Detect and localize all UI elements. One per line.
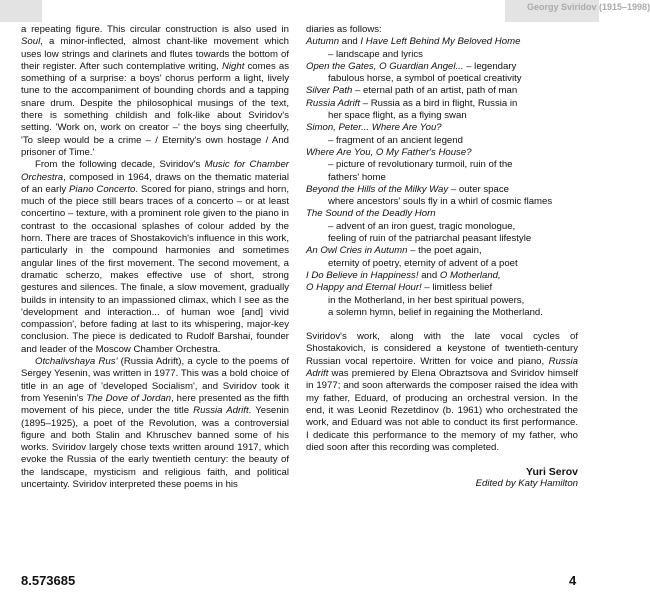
text-run: – outer space [448, 183, 509, 195]
poem-line [306, 184, 578, 196]
poem-line [306, 196, 578, 208]
text-run: eternity of poetry, eternity of advent of a poet [328, 257, 518, 269]
text-run: comes as something of a surprise: a boys' chorus perform a light, lively tune to the accompaniment of bounding chords and a tapping snare drum. Despite the philosophical musings of the text, there is something childish and folk-like about Sviridov's setting. 'Work on, work on creator –' the boys sing cheerfully, 'To sleep would be a crime – / Eternity's own hostage / And prisoner of Time.' [21, 60, 289, 158]
left-column [21, 24, 289, 491]
poem-line [306, 36, 578, 48]
text-run: , here presented as the fifth movement of his piece, under the title [21, 392, 289, 417]
poem-line [306, 135, 578, 147]
poem-line [306, 282, 578, 294]
poem-line [306, 307, 578, 319]
poem-line [306, 122, 578, 134]
text-run: fathers' home [328, 171, 386, 183]
body-paragraph [21, 159, 289, 356]
italic-title: I Do Believe in Happiness! [306, 269, 419, 281]
italic-title: Open the Gates, O Guardian Angel... [306, 60, 464, 72]
text-run: was premiered by Elena Obraztsova and Sviridov himself in 1977; and soon afterwards the composer raised the idea with my father, Eduard, of producing an orchestral version. In the end, it was Leonid Rezetdinov (b. 1961) who orchestrated the work, and Eduard was not able to conduct its first performance. I dedicate this performance to the memory of my father, who died soon after this recording was completed. [306, 368, 578, 453]
poem-line [306, 221, 578, 233]
body-paragraph [21, 24, 289, 159]
italic-title: Piano Concerto [69, 183, 136, 195]
text-run: (Russia Adrift), a cycle to the poems of Sergey Yesenin, was written in 1977. This was a bold choice of title in an age of 'developed Socialism', and Sviridov took it from Yesenin's [21, 356, 289, 404]
italic-title: The Sound of the Deadly Horn [306, 208, 436, 220]
italic-title: Simon, Peter... Where Are You? [306, 122, 442, 134]
poem-line [306, 85, 578, 97]
italic-title: An Owl Cries in Autumn [306, 245, 408, 257]
text-run: feeling of ruin of the patriarchal peasant lifestyle [328, 233, 532, 245]
text-run: . Yesenin (1895–1925), a poet of the Revolution, was a controversial figure and both Stalin and Khruschev banned some of his works. Sviridov largely chose texts written around 1917, which evoke the Russia of the early twentieth century: the beauty of the landscape, mysticism and religious faith, and political uncertainty. Sviridov interpreted these poems in his [21, 405, 290, 490]
text-run: a repeating figure. This circular construction is also used in [21, 24, 289, 35]
text-run: – the poet again, [407, 245, 482, 257]
italic-title: Otchalivshaya Rus' [35, 356, 118, 368]
text-run: – landscape and lyrics [328, 48, 423, 60]
text-run: – eternal path of an artist, path of man [352, 85, 518, 97]
text-run: From the following decade, Sviridov's [35, 159, 205, 171]
text-run: . Scored for piano, strings and horn, much of the piece still bears traces of a concerto – or at least concertino – texture, with a prominent role given to the piano in contrast to the occasional splashes of colour added by the horn. There are traces of Shostakovich's influence in this work, particularly in the compound harmonies and sometimes angular lines of the first movement. The second movement, a dramatic scherzo, makes effective use of short, strong gestures and silences. The finale, a slow movement, gradually builds in intensity to an impassioned climax, which I see as the 'development and interaction... of human woe [and] vivid compassion', before fading at last to its whispering, major-key conclusion. The piece is dedicated to Rudolf Barshai, founder and leader of the Moscow Chamber Orchestra. [21, 183, 289, 355]
poem-line [306, 295, 578, 307]
italic-title: Russia Adrift [306, 355, 578, 380]
author-name: Yuri Serov [526, 466, 578, 479]
right-column [306, 24, 578, 491]
poem-line [306, 73, 578, 85]
poem-line [306, 159, 578, 171]
text-run: and [418, 269, 440, 281]
text-run: in the Motherland, in her best spiritual powers, [328, 294, 525, 306]
text-run: – Russia as a bird in flight, Russia in [360, 97, 518, 109]
signature-block [306, 466, 578, 491]
italic-title: Night [221, 60, 245, 72]
header-ghost-text: Georgy Sviridov (1915–1998) [527, 2, 650, 12]
poem-list [306, 36, 578, 319]
poem-intro: diaries as follows: [306, 24, 382, 35]
poem-line [306, 208, 578, 220]
italic-title: O Motherland, [439, 269, 501, 281]
catalog-number: 8.573685 [21, 573, 76, 588]
text-run: a solemn hymn, belief in regaining the Motherland. [328, 306, 543, 318]
top-left-bleed [0, 0, 42, 22]
italic-title: Where Are You, O My Father's House? [306, 146, 472, 158]
poem-line [306, 245, 578, 257]
text-run: – limitless belief [421, 282, 493, 294]
text-run: – legendary [463, 60, 517, 72]
italic-title: Russia Adrift [193, 405, 249, 417]
poem-line [306, 110, 578, 122]
italic-title: Soul [21, 36, 41, 48]
text-run: and [339, 36, 361, 48]
text-run: – fragment of an ancient legend [328, 134, 463, 146]
italic-title: Autumn [306, 36, 340, 48]
italic-title: Music for Chamber Orchestra [21, 159, 289, 183]
poem-line [306, 258, 578, 270]
editor-credit: Edited by Katy Hamilton [475, 478, 578, 490]
text-run: where ancestors' souls fly in a whirl of cosmic flames [328, 196, 553, 208]
italic-title: Beyond the Hills of the Milky Way [306, 183, 449, 195]
italic-title: O Happy and Eternal Hour! [306, 282, 422, 294]
text-run: fabulous horse, a symbol of poetical creativity [328, 73, 522, 85]
italic-title: Silver Path [306, 85, 353, 97]
italic-title: I Have Left Behind My Beloved Home [360, 36, 521, 48]
poem-line [306, 98, 578, 110]
poem-line [306, 49, 578, 61]
poem-line [306, 233, 578, 245]
poem-line [306, 270, 578, 282]
body-paragraph [21, 356, 289, 491]
text-run: – advent of an iron guest, tragic monologue, [328, 220, 516, 232]
italic-title: Russia Adrift [306, 97, 361, 109]
text-run: , composed in 1964, draws on the thematic material of an early [21, 171, 289, 195]
poem-line [306, 147, 578, 159]
page-number: 4 [569, 573, 577, 588]
poem-line [306, 172, 578, 184]
text-run: Sviridov's work, along with the late vocal cycles of Shostakovich, is considered a keystone of twentieth-century Russian vocal repertoire. Written for voice and piano, [306, 331, 578, 367]
text-run: her space flight, as a flying swan [328, 110, 467, 122]
body-paragraph [306, 331, 578, 454]
text-run: – picture of revolutionary turmoil, ruin of the [328, 159, 513, 171]
text-run: , a minor-inflected, almost chant-like movement which uses low strings and clarinets and flutes towards the bottom of their register. After such contemplative writing, [21, 36, 289, 72]
italic-title: The Dove of Jordan [86, 392, 172, 404]
poem-line [306, 61, 578, 73]
